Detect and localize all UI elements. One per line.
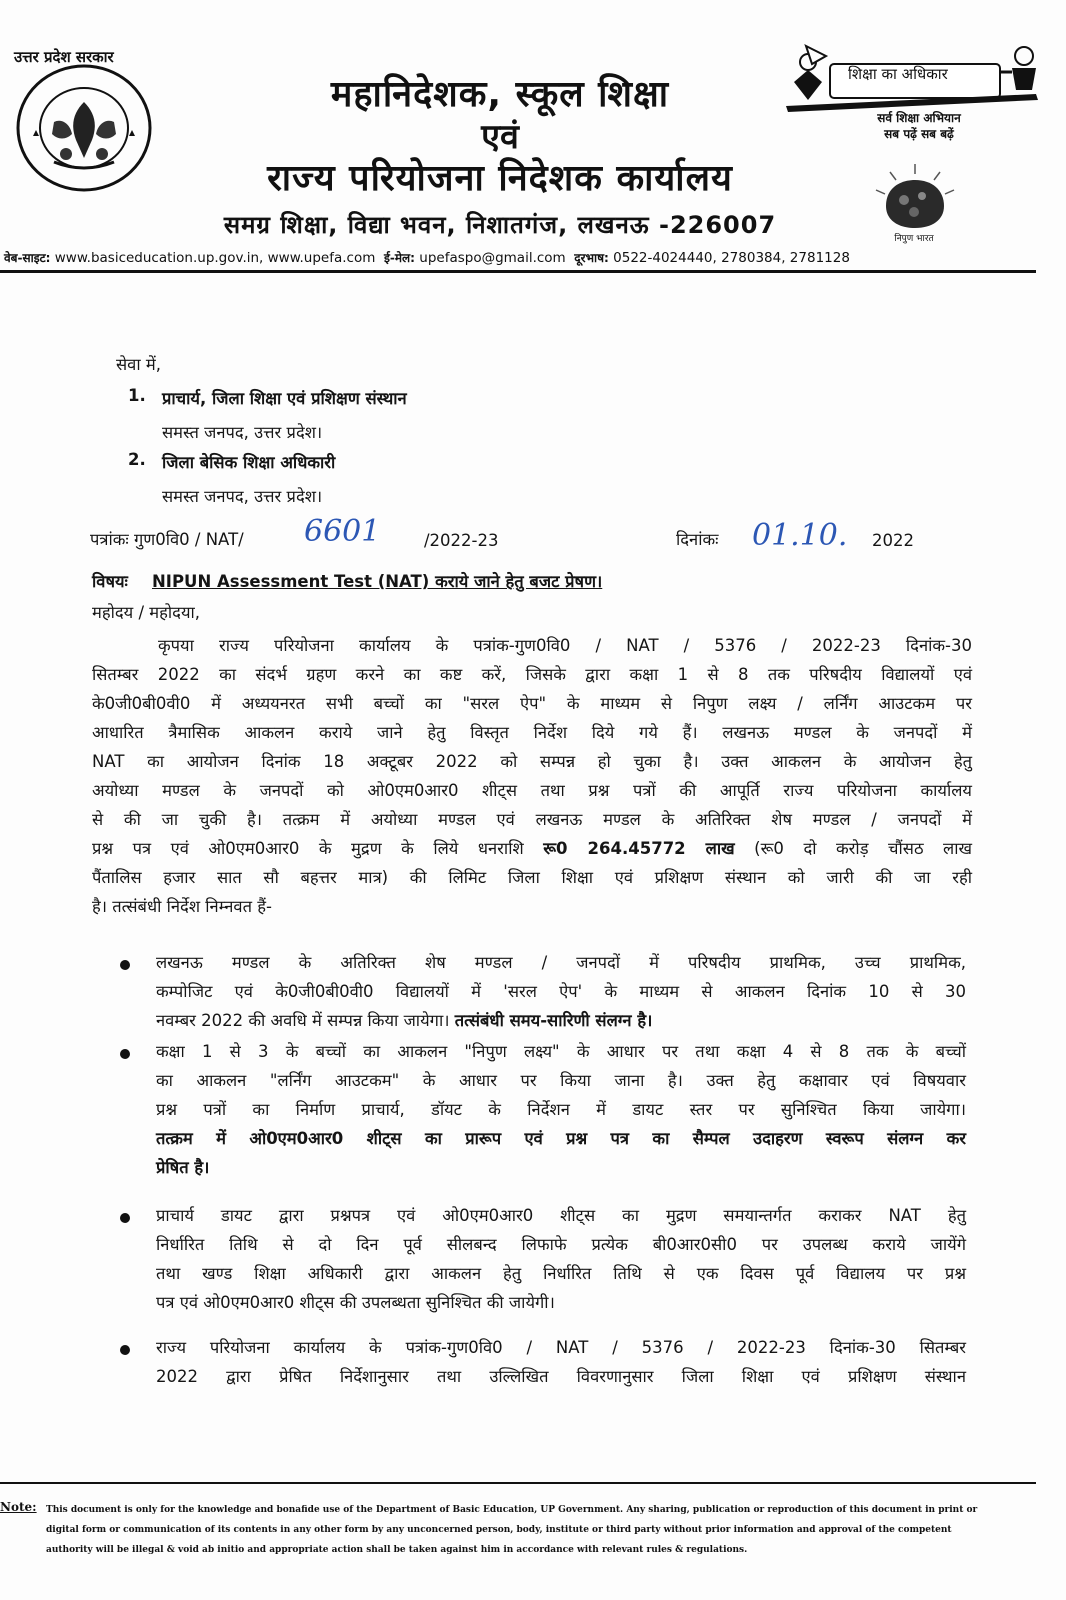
recipient-2-sub: समस्त जनपद, उत्तर प्रदेश। bbox=[162, 487, 323, 506]
date-year: 2022 bbox=[872, 531, 914, 550]
body-line: से की जा चुकी है। तत्क्रम में अयोध्या मण्डल एवं लखनऊ मण्डल के अतिरिक्त शेष मण्डल / जनपदों में bbox=[92, 810, 972, 829]
note-label: Note: bbox=[0, 1500, 37, 1514]
body-paragraph bbox=[92, 631, 972, 921]
emblem-text: उत्तर प्रदेश सरकार bbox=[14, 48, 114, 66]
bullet-bold-line: प्रेषित है। bbox=[156, 1158, 210, 1177]
bullet-line: निर्धारित तिथि से दो दिन पूर्व सीलबन्द लिफाफे प्रत्येक बी0आर0सी0 पर उपलब्ध कराये जायेंगे bbox=[156, 1235, 966, 1254]
email-label: ई-मेल: bbox=[383, 251, 415, 265]
body-line: NAT का आयोजन दिनांक 18 अक्टूबर 2022 को सम्पन्न हो चुका है। उक्त आकलन के आयोजन हेतु bbox=[92, 752, 972, 771]
bullet-2 bbox=[156, 1037, 966, 1182]
ssa-line-1: सर्व शिक्षा अभियान bbox=[877, 111, 961, 125]
body-line: आधारित त्रैमासिक आकलन कराये जाने हेतु विस्तृत निर्देश दिये गये हैं। लखनऊ मण्डल के जनपदों में bbox=[92, 723, 972, 742]
bullet-line: कक्षा 1 से 3 के बच्चों का आकलन "निपुण लक्ष्य" के आधार पर तथा कक्षा 4 से 8 तक के बच्चों bbox=[156, 1042, 966, 1061]
bullet-line: लखनऊ मण्डल के अतिरिक्त शेष मण्डल / जनपदों में परिषदीय प्राथमिक, उच्च प्राथमिक, bbox=[156, 953, 966, 972]
office-title-line-3: राज्य परियोजना निदेशक कार्यालय bbox=[267, 158, 733, 199]
recipient-1-title: प्राचार्य, जिला शिक्षा एवं प्रशिक्षण संस्थान bbox=[162, 389, 407, 408]
body-line: कृपया राज्य परियोजना कार्यालय के पत्रांक-गुण0वि0 / NAT / 5376 / 2022-23 दिनांक-30 bbox=[158, 636, 972, 655]
bullet-line: पत्र एवं ओ0एम0आर0 शीट्स की उपलब्धता सुनिश्चित की जायेगी। bbox=[156, 1293, 555, 1312]
bullet-4-marker bbox=[120, 1345, 130, 1355]
date-label: दिनांकः bbox=[676, 530, 719, 549]
body-line: के0जी0बी0वी0 में अध्ययनरत सभी बच्चों का "सरल ऐप" के माध्यम से निपुण लक्ष्य / लर्निंग आउटकम पर bbox=[92, 694, 972, 713]
bullet-line: प्रश्न पत्रों का निर्माण प्राचार्य, डॉयट के निर्देशन में डायट स्तर पर सुनिश्चित किया जायेगा। bbox=[156, 1100, 966, 1119]
bullet-4 bbox=[156, 1333, 966, 1391]
footer-divider bbox=[0, 1482, 1036, 1484]
subject-text: NIPUN Assessment Test (NAT) कराये जाने हेतु बजट प्रेषण। bbox=[152, 572, 603, 591]
bullet-3 bbox=[156, 1201, 966, 1317]
up-government-emblem-icon bbox=[14, 48, 154, 194]
amount-in-words-start: (रू0 दो करोड़ चौंसठ लाख bbox=[754, 839, 972, 858]
note-text bbox=[46, 1500, 1006, 1560]
bullet-line-with-tail bbox=[156, 1006, 966, 1035]
ssa-line-2: सब पढ़ें सब बढ़ें bbox=[884, 127, 954, 141]
body-line: पैंतालिस हजार सात सौ बहत्तर मात्र) की लिमिट जिला शिक्षा एवं प्रशिक्षण संस्थान को जारी की जा रही bbox=[92, 868, 972, 887]
ssa-tagline bbox=[854, 110, 984, 142]
bullet-1 bbox=[156, 948, 966, 1035]
date-handwritten: 01.10. bbox=[752, 518, 848, 553]
recipient-2-number: 2. bbox=[128, 450, 146, 469]
recipient-1-sub: समस्त जनपद, उत्तर प्रदेश। bbox=[162, 423, 323, 442]
amount-lead-text: प्रश्न पत्र एवं ओ0एम0आर0 के मुद्रण के लिये धनराशि bbox=[92, 839, 524, 858]
website-value[interactable]: www.basiceducation.up.gov.in, www.upefa.com bbox=[54, 250, 376, 266]
body-line: है। तत्संबंधी निर्देश निम्नवत हैं- bbox=[92, 897, 272, 916]
subject-label: विषयः bbox=[92, 572, 128, 591]
website-label: वेब-साइट: bbox=[4, 251, 51, 265]
ssa-label: शिक्षा का अधिकार bbox=[848, 65, 948, 83]
bullet-3-marker bbox=[120, 1213, 130, 1223]
bullet-line: राज्य परियोजना कार्यालय के पत्रांक-गुण0वि0 / NAT / 5376 / 2022-23 दिनांक-30 सितम्बर bbox=[156, 1338, 966, 1357]
contact-bar bbox=[4, 249, 1064, 266]
bullet-line: नवम्बर 2022 की अवधि में सम्पन्न किया जायेगा। bbox=[156, 1011, 450, 1030]
bullet-line: तथा खण्ड शिक्षा अधिकारी द्वारा आकलन हेतु निर्धारित तिथि से एक दिवस पूर्व विद्यालय पर प्रश्न bbox=[156, 1264, 966, 1283]
nipun-bharat-logo-icon bbox=[870, 162, 960, 234]
bullet-line: 2022 द्वारा प्रेषित निर्देशानुसार तथा उल्लिखित विवरणानुसार जिला शिक्षा एवं प्रशिक्षण संस्थान bbox=[156, 1367, 966, 1386]
office-title-line-2: एवं bbox=[481, 117, 519, 157]
phone-label: दूरभाष: bbox=[574, 251, 609, 265]
bullet-line: कम्पोजिट एवं के0जी0बी0वी0 विद्यालयों में 'सरल ऐप' के माध्यम से आकलन दिनांक 10 से 30 bbox=[156, 982, 966, 1001]
salutation: सेवा में, bbox=[116, 355, 161, 374]
bullet-bold-line: तत्क्रम में ओ0एम0आर0 शीट्स का प्रारूप एवं प्रश्न पत्र का सैम्पल उदाहरण स्वरूप संलग्न कर bbox=[156, 1129, 966, 1148]
header-divider bbox=[0, 270, 1036, 273]
email-value[interactable]: upefaspo@gmail.com bbox=[419, 250, 566, 266]
bullet-bold-tail: तत्संबंधी समय-सारिणी संलग्न है। bbox=[454, 1011, 653, 1030]
body-line: सितम्बर 2022 का संदर्भ ग्रहण करने का कष्ट करें, जिसके द्वारा कक्षा 1 से 8 तक परिषदीय विद्यालयों एवं bbox=[92, 665, 972, 684]
nipun-label: निपुण भारत bbox=[894, 234, 934, 244]
amount-value: रू0 264.45772 लाख bbox=[543, 839, 735, 858]
patrank-year: /2022-23 bbox=[424, 531, 499, 550]
bullet-line: प्राचार्य डायट द्वारा प्रश्नपत्र एवं ओ0एम0आर0 शीट्स का मुद्रण समयान्तर्गत कराकर NAT हेतु bbox=[156, 1206, 966, 1225]
patrank-label: पत्रांकः गुण0वि0 / NAT/ bbox=[90, 530, 244, 549]
bullet-1-marker bbox=[120, 960, 130, 970]
recipient-2-title: जिला बेसिक शिक्षा अधिकारी bbox=[162, 453, 336, 472]
patrank-handwritten: 6601 bbox=[304, 514, 381, 549]
note-line: digital form or communication of its contents in any other form by any unconcerned person, body, institute or third party without prior information and approval of the competent bbox=[46, 1525, 952, 1535]
body-line-amount bbox=[92, 834, 972, 863]
recipient-1-number: 1. bbox=[128, 386, 146, 405]
note-line: This document is only for the knowledge and bonafide use of the Department of Basic Education, UP Government. Any sharing, publication or reproduction of this document in print or bbox=[46, 1505, 978, 1515]
bullet-2-marker bbox=[120, 1049, 130, 1059]
body-line: अयोध्या मण्डल के जनपदों को ओ0एम0आर0 शीट्स तथा प्रश्न पत्रों की आपूर्ति राज्य परियोजना कार्यालय bbox=[92, 781, 972, 800]
bullet-line: का आकलन "लर्निंग आउटकम" के आधार पर किया जाना है। उक्त हेतु कक्षावार एवं विषयवार bbox=[156, 1071, 966, 1090]
office-address: समग्र शिक्षा, विद्या भवन, निशातगंज, लखनऊ -226007 bbox=[223, 211, 777, 239]
office-title-line-1: महानिदेशक, स्कूल शिक्षा bbox=[330, 74, 670, 115]
greeting: महोदय / महोदया, bbox=[92, 603, 201, 622]
note-line: authority will be illegal & void ab initio and appropriate action shall be taken against him in accordance with relevant rules & regulations. bbox=[46, 1545, 748, 1555]
phone-value: 0522-4024440, 2780384, 2781128 bbox=[613, 250, 850, 266]
